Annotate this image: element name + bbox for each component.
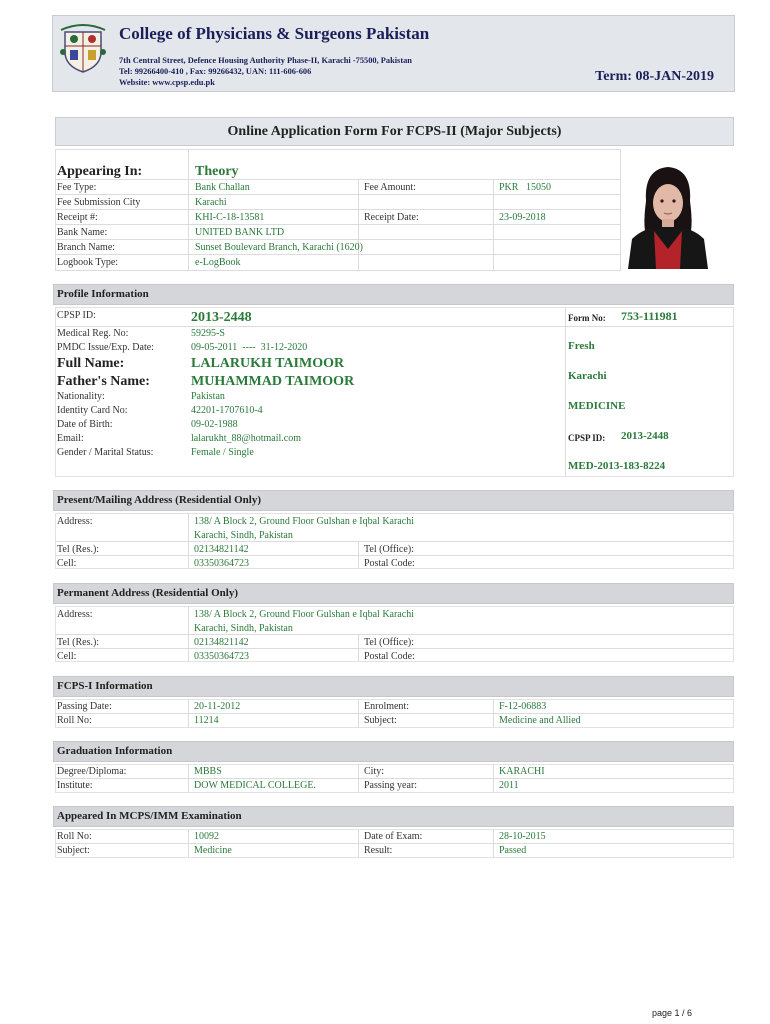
mcps-date-value: 28-10-2015	[499, 831, 546, 842]
exam-term: Term: 08-JAN-2019	[595, 69, 714, 84]
identity-card-label: Identity Card No:	[57, 405, 128, 416]
full-name-label: Full Name:	[57, 356, 125, 371]
right-cpsp-id-label: CPSP ID:	[568, 433, 606, 443]
present-address-line1: 138/ A Block 2, Ground Floor Gulshan e Iqbal Karachi	[194, 516, 414, 527]
form-title: Online Application Form For FCPS-II (Major Subjects)	[55, 117, 734, 146]
fcps1-passing-value: 20-11-2012	[194, 701, 241, 712]
receipt-label: Receipt #:	[57, 212, 98, 223]
graduation-city-value: KARACHI	[499, 766, 545, 777]
medical-reg-value: 59295-S	[191, 328, 225, 339]
form-no-label: Form No:	[568, 313, 606, 323]
permanent-tel-office-label: Tel (Office):	[364, 637, 414, 648]
appearing-in-value: Theory	[195, 164, 239, 179]
section-graduation-header: Graduation Information	[53, 741, 734, 762]
permanent-address-label: Address:	[57, 609, 93, 620]
permanent-postal-label: Postal Code:	[364, 651, 415, 662]
present-tel-res-value: 02134821142	[194, 544, 249, 555]
college-website: Website: www.cpsp.edu.pk	[119, 78, 215, 87]
nationality-label: Nationality:	[57, 391, 105, 402]
specialty: MEDICINE	[568, 400, 626, 412]
section-fcps1-header: FCPS-I Information	[53, 676, 734, 697]
fee-type-value: Bank Challan	[195, 182, 250, 193]
degree-label: Degree/Diploma:	[57, 766, 127, 777]
dob-value: 09-02-1988	[191, 419, 238, 430]
fee-amount-value: PKR 15050	[499, 182, 551, 193]
bank-value: UNITED BANK LTD	[195, 227, 285, 238]
receipt-date-label: Receipt Date:	[364, 212, 419, 223]
fcps1-subject-value: Medicine and Allied	[499, 715, 581, 726]
appearing-in-label: Appearing In:	[57, 164, 143, 179]
father-name-label: Father's Name:	[57, 374, 150, 389]
gender-value: Female / Single	[191, 447, 254, 458]
fcps1-enrolment-label: Enrolment:	[364, 701, 409, 712]
medical-reg-label: Medical Reg. No:	[57, 328, 129, 339]
branch-label: Branch Name:	[57, 242, 116, 253]
full-name-value: LALARUKH TAIMOOR	[191, 356, 345, 371]
right-cpsp-id-value: 2013-2448	[621, 430, 669, 442]
mcps-roll-label: Roll No:	[57, 831, 92, 842]
fcps1-roll-label: Roll No:	[57, 715, 92, 726]
permanent-cell-value: 03350364723	[194, 651, 249, 662]
receipt-date-value: 23-09-2018	[499, 212, 546, 223]
branch-value: Sunset Boulevard Branch, Karachi (1620)	[195, 242, 364, 253]
pmdc-value: 09-05-2011 ---- 31-12-2020	[191, 342, 308, 353]
father-name-value: MUHAMMAD TAIMOOR	[191, 374, 355, 389]
fcps1-passing-label: Passing Date:	[57, 701, 112, 712]
receipt-value: KHI-C-18-13581	[195, 212, 265, 223]
permanent-address-line2: Karachi, Sindh, Pakistan	[194, 623, 293, 634]
section-mcps-header: Appeared In MCPS/IMM Examination	[53, 806, 734, 827]
mcps-result-label: Result:	[364, 845, 393, 856]
passing-year-label: Passing year:	[364, 780, 418, 791]
exam-center: Karachi	[568, 370, 607, 382]
college-header	[52, 15, 735, 92]
page-number: page 1 / 6	[652, 1008, 693, 1018]
cpsp-id-label: CPSP ID:	[57, 310, 96, 321]
graduation-city-label: City:	[364, 766, 385, 777]
present-cell-value: 03350364723	[194, 558, 249, 569]
college-contact: Tel: 99266400-410 , Fax: 99266432, UAN: 111-606-606	[119, 67, 312, 76]
fee-city-label: Fee Submission City	[57, 197, 141, 208]
passing-year-value: 2011	[499, 780, 519, 791]
degree-value: MBBS	[194, 766, 222, 777]
identity-card-value: 42201-1707610-4	[191, 405, 263, 416]
present-address-label: Address:	[57, 516, 93, 527]
applicant-photo	[624, 161, 712, 269]
dob-label: Date of Birth:	[57, 419, 113, 430]
fcps1-roll-value: 11214	[194, 715, 219, 726]
pmdc-label: PMDC Issue/Exp. Date:	[57, 342, 154, 353]
present-postal-label: Postal Code:	[364, 558, 415, 569]
section-permanent-address-header: Permanent Address (Residential Only)	[53, 583, 734, 604]
fcps1-enrolment-value: F-12-06883	[499, 701, 547, 712]
present-tel-office-label: Tel (Office):	[364, 544, 414, 555]
institute-label: Institute:	[57, 780, 93, 791]
form-no-value: 753-111981	[621, 309, 678, 323]
registration-code: MED-2013-183-8224	[568, 460, 666, 472]
fcps1-subject-label: Subject:	[364, 715, 397, 726]
mcps-date-label: Date of Exam:	[364, 831, 423, 842]
nationality-value: Pakistan	[191, 391, 225, 402]
institute-value: DOW MEDICAL COLLEGE.	[194, 780, 316, 791]
section-profile-header: Profile Information	[53, 284, 734, 305]
present-tel-res-label: Tel (Res.):	[57, 544, 100, 555]
logbook-label: Logbook Type:	[57, 257, 119, 268]
mcps-result-value: Passed	[499, 845, 527, 856]
email-label: Email:	[57, 433, 84, 444]
fee-city-value: Karachi	[195, 197, 227, 208]
permanent-cell-label: Cell:	[57, 651, 77, 662]
profile-table	[55, 307, 734, 477]
present-cell-label: Cell:	[57, 558, 77, 569]
fee-amount-label: Fee Amount:	[364, 182, 416, 193]
fee-type-label: Fee Type:	[57, 182, 97, 193]
bank-label: Bank Name:	[57, 227, 108, 238]
college-address: 7th Central Street, Defence Housing Authority Phase-II, Karachi -75500, Pakistan	[119, 56, 412, 65]
section-present-address-header: Present/Mailing Address (Residential Only)	[53, 490, 734, 511]
cpsp-id-value: 2013-2448	[191, 310, 252, 325]
mcps-subject-label: Subject:	[57, 845, 90, 856]
candidate-status: Fresh	[568, 340, 595, 352]
email-value: lalarukht_88@hotmail.com	[191, 433, 302, 444]
permanent-tel-res-label: Tel (Res.):	[57, 637, 100, 648]
college-crest-logo	[59, 22, 107, 74]
present-address-line2: Karachi, Sindh, Pakistan	[194, 530, 293, 541]
permanent-tel-res-value: 02134821142	[194, 637, 249, 648]
mcps-roll-value: 10092	[194, 831, 219, 842]
permanent-address-line1: 138/ A Block 2, Ground Floor Gulshan e Iqbal Karachi	[194, 609, 414, 620]
college-name: College of Physicians & Surgeons Pakistan	[119, 24, 430, 43]
gender-label: Gender / Marital Status:	[57, 447, 154, 458]
mcps-subject-value: Medicine	[194, 845, 232, 856]
logbook-value: e-LogBook	[195, 257, 241, 268]
